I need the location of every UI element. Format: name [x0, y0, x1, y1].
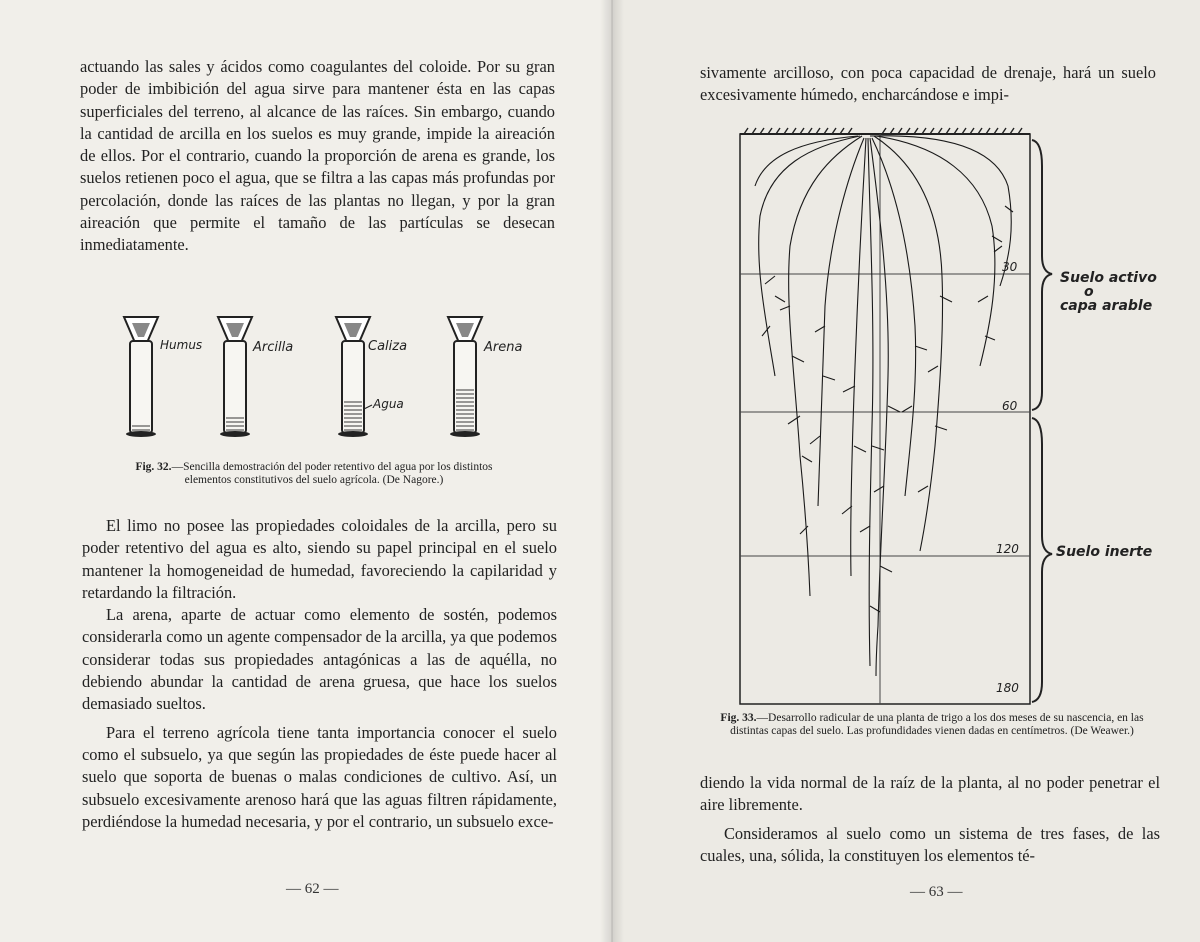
brace-suelo-activo: [1032, 140, 1052, 410]
label-capa-arable: capa arable: [1060, 298, 1153, 314]
figure-32-caption-label: Fig. 32.: [135, 461, 172, 473]
right-page: [612, 0, 1200, 942]
figure-33-caption-label: Fig. 33.: [720, 712, 757, 724]
label-arena: Arena: [484, 340, 523, 355]
left-text-bottom: [82, 515, 557, 833]
depth-label-30: 30: [1002, 260, 1018, 274]
label-o: o: [1084, 284, 1094, 300]
depth-label-180: 180: [996, 681, 1019, 695]
right-text-top: [700, 62, 1156, 107]
label-agua: Agua: [373, 397, 404, 411]
cylinder-humus: [124, 317, 158, 437]
figure-32-cylinders: [110, 305, 550, 455]
figure-33-root-diagram: [730, 126, 1170, 716]
depth-label-60: 60: [1002, 399, 1018, 413]
figure-33-caption: [718, 712, 1146, 737]
label-suelo-activo: Suelo activo: [1060, 270, 1157, 286]
right-paragraph-1: sivamente arcilloso, con poca capacidad de drenaje, hará un suelo excesivamente húmedo, encharcándose e impi-: [700, 63, 1156, 105]
cylinder-arcilla: [218, 317, 252, 437]
left-paragraph-1: actuando las sales y ácidos como coagulantes del coloide. Por su gran poder de imbibición del agua sirve para mantener ésta en las capas superficiales del terreno, al alcance de las raíces. Sin embargo, cuando la cantidad de arcilla en los suelos es muy grande, impide la aireación de ellos. Por el contrario, cuando la proporción de arena es grande, los suelos retienen poco el agua, que se filtra a las capas más profundas por percolación, donde las raíces de las plantas no llegan, y por la gran aireación que permite el tamaño de las partículas se desecan inmediatamente.: [80, 57, 555, 255]
wheat-roots: [755, 136, 1013, 676]
label-caliza: Caliza: [368, 339, 408, 354]
cylinder-arena: [448, 317, 482, 437]
soil-surface-hatch: [740, 128, 1030, 134]
book-gutter: [600, 0, 624, 942]
left-paragraph-4: Para el terreno agrícola tiene tanta importancia conocer el suelo como el subsuelo, ya que según las propiedades de éste puede hacer al suelo que soporta de buenas o malas condiciones de cultivo. Así, un subsuelo excesivamente arenoso hará que las aguas filtren rápidamente, perdiéndose la humedad necesaria, y por el contrario, un subsuelo exce-: [82, 722, 557, 831]
label-suelo-inerte: Suelo inerte: [1056, 544, 1153, 560]
label-humus: Humus: [160, 338, 203, 352]
depth-grid: [740, 134, 1030, 704]
depth-label-120: 120: [996, 542, 1019, 556]
page-number-62: — 62 —: [286, 881, 339, 897]
right-paragraph-3: Consideramos al suelo como un sistema de tres fases, de las cuales, una, sólida, la constituyen los elementos té-: [700, 823, 1160, 865]
label-arcilla: Arcilla: [253, 340, 294, 355]
right-paragraph-2: diendo la vida normal de la raíz de la planta, al no poder penetrar el aire libremente.: [700, 773, 1160, 815]
left-paragraph-2: El limo no posee las propiedades coloidales de la arcilla, pero su poder retentivo del agua es alto, siendo su papel principal en el suelo mantener la homogeneidad de humedad, favoreciendo la capilaridad y retardando la filtración.: [82, 516, 557, 602]
page-number-63: — 63 —: [910, 884, 963, 900]
figure-32-caption: [112, 461, 516, 486]
left-paragraph-3: La arena, aparte de actuar como elemento de sostén, podemos considerarla como un agente compensador de la arcilla, ya que podemos considerar todas sus propiedades antagónicas a las de aquélla, no debiendo abundar la cantidad de arena gruesa, que hace los suelos demasiado sueltos.: [82, 605, 557, 714]
left-text-top: [80, 56, 555, 257]
figure-32-caption-text: —Sencilla demostración del poder retentivo del agua por los distintos elementos constitutivos del suelo agrícola. (De Nagore.): [171, 461, 493, 486]
cylinder-caliza: [336, 317, 372, 437]
figure-33-caption-text: —Desarrollo radicular de una planta de trigo a los dos meses de su nascencia, en las distintas capas del suelo. Las profundidades vienen dadas en centímetros. (De Weawer.): [730, 712, 1144, 737]
brace-suelo-inerte: [1032, 418, 1052, 702]
right-text-bottom: [700, 772, 1160, 867]
